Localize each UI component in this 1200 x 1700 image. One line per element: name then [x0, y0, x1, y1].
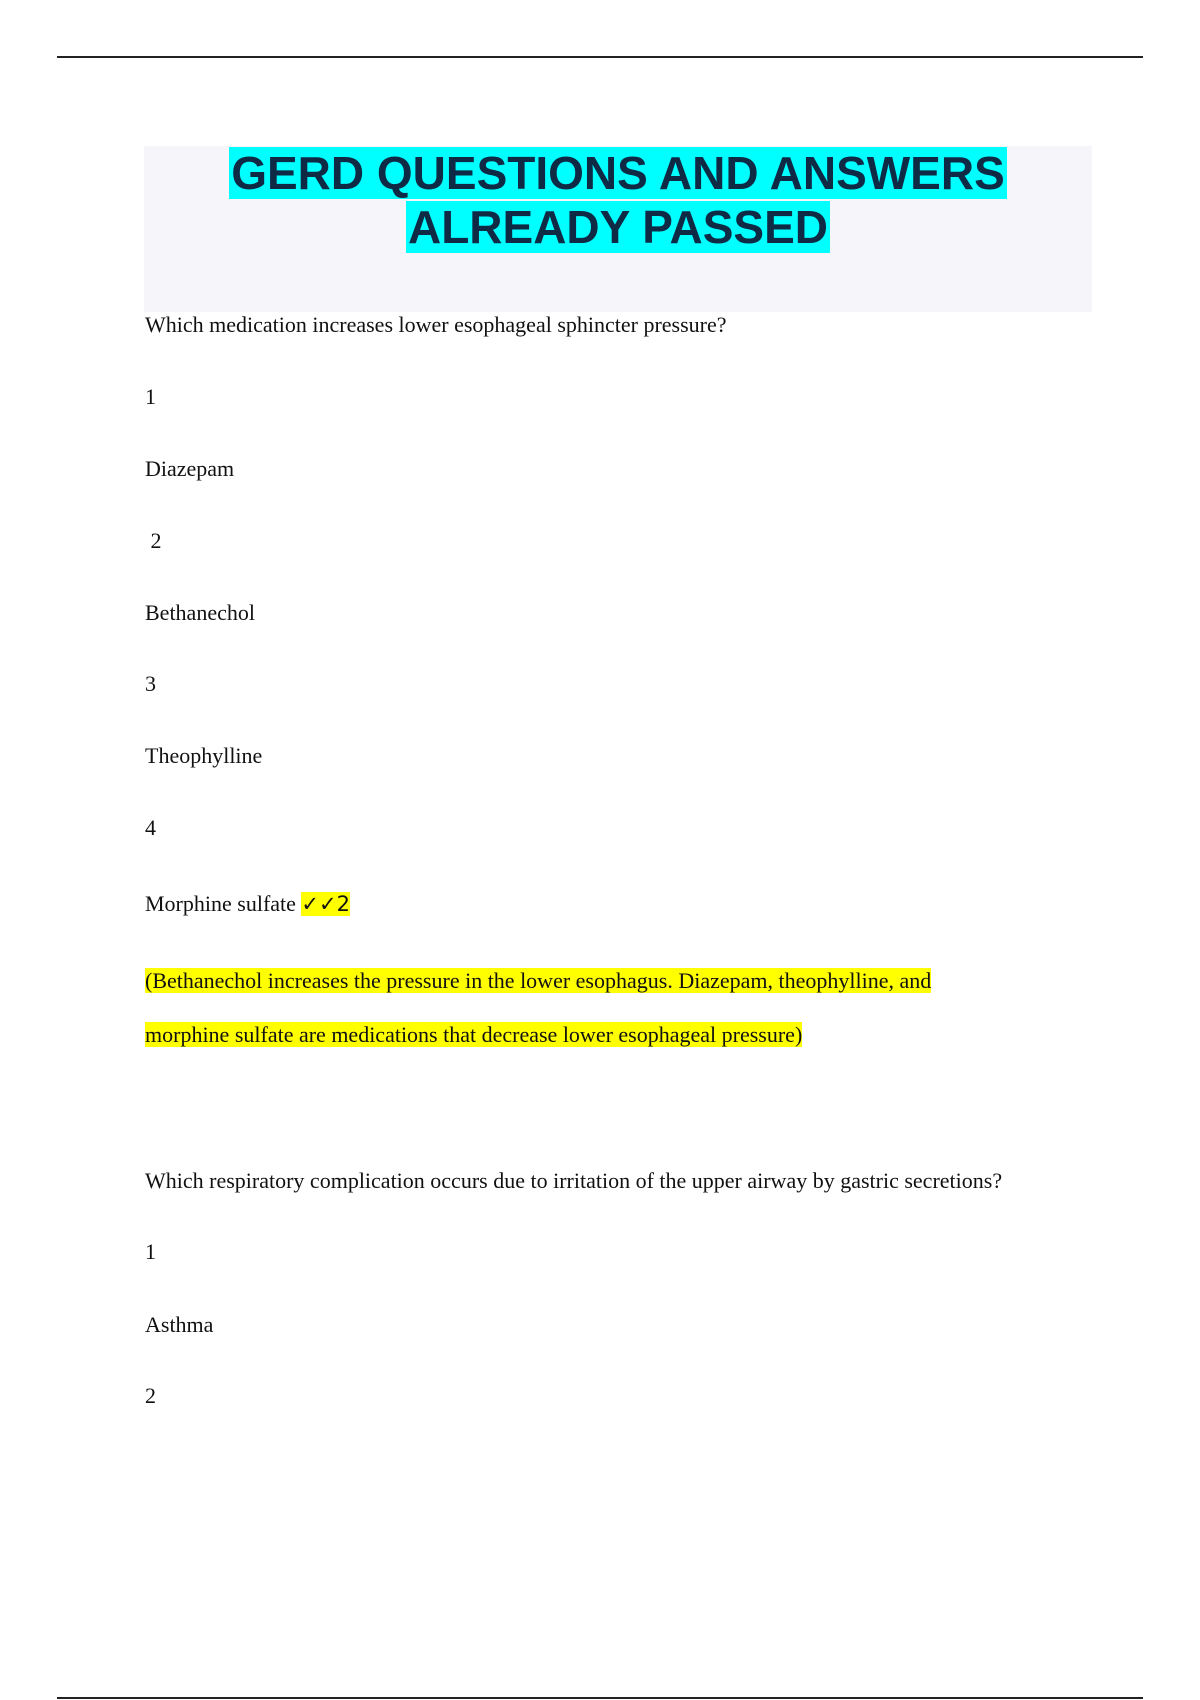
footer-rule — [57, 1697, 1143, 1699]
q2-option-2-number: 2 — [145, 1383, 156, 1408]
q1-option-1-number: 1 — [145, 384, 156, 409]
title-line-1: GERD QUESTIONS AND ANSWERS — [231, 147, 1005, 199]
title-block — [144, 146, 1092, 312]
q1-option-4-text: Morphine sulfate — [145, 891, 302, 916]
q1-option-2-text: Bethanechol — [145, 600, 255, 625]
q1-option-4-row — [145, 890, 350, 918]
q1-option-2-number: 2 — [145, 528, 162, 553]
q1-option-3-number: 3 — [145, 671, 156, 696]
q2-option-1-number: 1 — [145, 1239, 156, 1264]
q1-rationale-line-2: morphine sulfate are medications that decrease lower esophageal pressure) — [145, 1022, 803, 1047]
q1-option-1-text: Diazepam — [145, 456, 235, 481]
q1-answer-mark: ✓✓2 — [301, 892, 350, 916]
q1-rationale-line-1: (Bethanechol increases the pressure in the lower esophagus. Diazepam, theophylline, and — [145, 968, 932, 993]
q2-question: Which respiratory complication occurs due to irritation of the upper airway by gastric secretions? — [145, 1168, 1003, 1193]
header-rule — [57, 56, 1143, 58]
q1-question: Which medication increases lower esophageal sphincter pressure? — [145, 312, 727, 337]
q1-option-3-text: Theophylline — [145, 743, 263, 768]
q1-option-4-number: 4 — [145, 815, 156, 840]
title-line-2: ALREADY PASSED — [407, 201, 829, 253]
q2-option-1-text: Asthma — [145, 1312, 214, 1337]
